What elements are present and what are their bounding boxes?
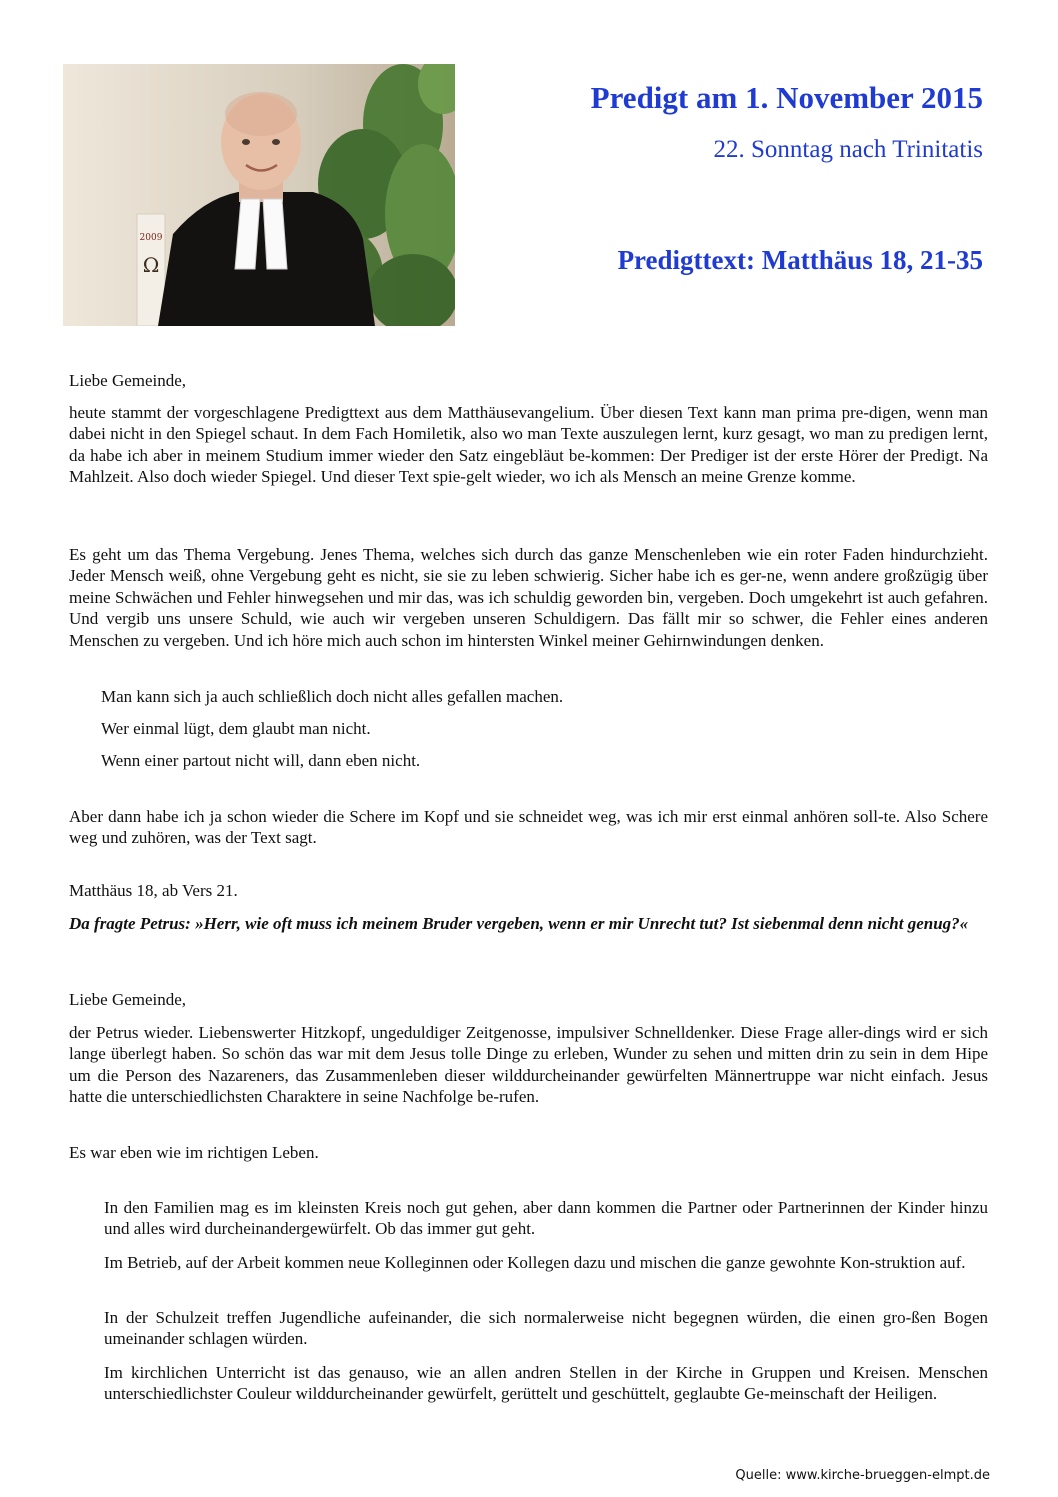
candle-omega: Ω: [142, 253, 160, 277]
paragraph-3: Aber dann habe ich ja schon wieder die Schere im Kopf und sie schneidet weg, was ich mir erst einmal anhören soll-te. Also Schere weg und zuhören, was der Text sagt.: [69, 807, 988, 848]
sunday-subtitle: 22. Sonntag nach Trinitatis: [713, 136, 983, 163]
example-school: In der Schulzeit treffen Jugendliche aufeinander, die sich normalerweise nicht begegnen würden, die einen gro-ßen Bogen umeinander schlagen würden.: [104, 1308, 988, 1349]
quote-line-1: Man kann sich ja auch schließlich doch nicht alles gefallen machen.: [101, 687, 564, 706]
example-work: Im Betrieb, auf der Arbeit kommen neue Kolleginnen oder Kollegen dazu und mischen die ganze gewohnte Kon-struktion auf.: [104, 1253, 966, 1272]
pastor-photo-illustration: [63, 64, 455, 326]
sermon-date-heading: Predigt am 1. November 2015: [590, 80, 983, 115]
greeting-2: Liebe Gemeinde,: [69, 990, 187, 1009]
paragraph-5: Es war eben wie im richtigen Leben.: [69, 1143, 319, 1162]
bible-reference: Matthäus 18, ab Vers 21.: [69, 881, 238, 900]
candle-year: 2009: [139, 233, 163, 243]
paragraph-2: Es geht um das Thema Vergebung. Jenes Thema, welches sich durch das ganze Menschenleben wie ein roter Faden hindurchzieht. Jeder Mensch weiß, ohne Vergebung geht es nicht, sie sie zu leben schwierig. Sicher habe ich es ger-ne, wenn andere großzügig über meine Schwächen und Fehler hinwegsehen und mir das, was ich schuldig geworden bin, vergeben. Doch umgekehrt ist auch gefahren. Und vergib uns unsere Schuld, wie auch wir vergeben unseren Schuldigern. Das fällt mir so schwer, die Fehler eines anderen Menschen zu vergeben. Und ich höre mich auch schon im hintersten Winkel meiner Gehirnwindungen denken.: [69, 545, 988, 650]
source-credit: Quelle: www.kirche-brueggen-elmpt.de: [735, 1468, 990, 1483]
greeting-1: Liebe Gemeinde,: [69, 371, 187, 390]
quote-line-3: Wenn einer partout nicht will, dann eben nicht.: [101, 751, 421, 770]
example-family: In den Familien mag es im kleinsten Kreis noch gut gehen, aber dann kommen die Partner oder Partnerinnen der Kinder hinzu und alles wird durcheinandergewürfelt. Ob das immer gut geht.: [104, 1198, 988, 1239]
paragraph-4: der Petrus wieder. Liebenswerter Hitzkopf, ungeduldiger Zeitgenosse, impulsiver Schnelldenker. Diese Frage aller-dings wird er sich lange überlegt haben. So schön das war mit dem Jesus tolle Dinge zu erleben, Wunder zu sehen und mitten drin zu sein in dem Hipe um die Person des Nazareners, das Zusammenleben dieser wilddurcheinander gewürfelten Männertruppe war nicht einfach. Jesus hatte die unterschiedlichsten Charaktere in seine Nachfolge be-rufen.: [69, 1023, 988, 1107]
sermon-text-heading: Predigttext: Matthäus 18, 21-35: [617, 245, 983, 275]
pastor-photo: [63, 64, 455, 326]
bible-quote: Da fragte Petrus: »Herr, wie oft muss ich meinem Bruder vergeben, wenn er mir Unrecht tut? Ist siebenmal denn nicht genug?«: [69, 914, 969, 933]
paragraph-1: heute stammt der vorgeschlagene Predigttext aus dem Matthäusevangelium. Über diesen Text kann man prima pre-digen, wenn man dabei nicht in den Spiegel schaut. In dem Fach Homiletik, also wo man Texte auszulegen lernt, kurz gesagt, wo man zu predigen lernt, da habe ich aber in meinem Studium immer wieder den Satz eingebläut be-kommen: Der Prediger ist der erste Hörer der Predigt. Na Mahlzeit. Also doch wieder Spiegel. Und dieser Text spie-gelt wieder, wo ich als Mensch an meine Grenze komme.: [69, 403, 988, 487]
quote-line-2: Wer einmal lügt, dem glaubt man nicht.: [101, 719, 371, 738]
example-church: Im kirchlichen Unterricht ist das genauso, wie an allen andren Stellen in der Kirche in Gruppen und Kreisen. Menschen unterschiedlichster Couleur wilddurcheinander gewürfelt, gerüttelt und geschüttelt, geglaubte Ge-meinschaft der Heiligen.: [104, 1363, 988, 1404]
